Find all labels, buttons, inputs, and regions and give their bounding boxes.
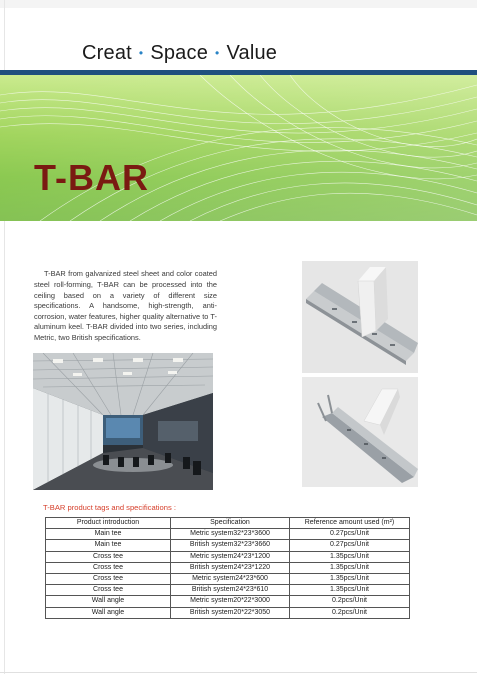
table-title: T-BAR product tags and specifications : xyxy=(43,503,176,512)
table-row xyxy=(46,540,410,551)
spec-cell: Metric system24*23*1200 xyxy=(171,551,290,562)
top-strip xyxy=(0,0,477,8)
product-cell: Cross tee xyxy=(46,551,171,562)
product-cell: Main tee xyxy=(46,540,171,551)
table-row xyxy=(46,562,410,573)
intro-paragraph: T-BAR from galvanized steel sheet and color coated steel roll-forming, T-BAR can be processed into the ceiling based on a variety of different size specifications. A handsome, high-strength, anti-corrosion, water features, higher quality alternative to T-aluminum keel. T-BAR divided into two series, including Metric, two British specifications. xyxy=(34,269,217,342)
slogan-word: Space xyxy=(150,42,209,64)
office-ceiling-photo xyxy=(33,353,213,490)
table-row xyxy=(46,596,410,607)
spec-table xyxy=(45,517,410,619)
table-row xyxy=(46,573,410,584)
page-bottom-rule xyxy=(0,672,477,673)
amount-cell: 1.35pcs/Unit xyxy=(290,573,410,584)
amount-cell: 1.35pcs/Unit xyxy=(290,551,410,562)
wave-lines-graphic xyxy=(0,75,477,221)
amount-cell: 0.2pcs/Unit xyxy=(290,607,410,618)
spec-cell: Metric system24*23*600 xyxy=(171,573,290,584)
table-row xyxy=(46,585,410,596)
spec-cell: British system32*23*3660 xyxy=(171,540,290,551)
table-row xyxy=(46,551,410,562)
slogan-dot: • xyxy=(215,46,220,60)
spec-cell: Metric system20*22*3000 xyxy=(171,596,290,607)
amount-cell: 1.35pcs/Unit xyxy=(290,585,410,596)
green-banner xyxy=(0,75,477,221)
spec-cell: Metric system32*23*3600 xyxy=(171,529,290,540)
product-cell: Cross tee xyxy=(46,562,171,573)
amount-cell: 1.35pcs/Unit xyxy=(290,562,410,573)
column-header: Reference amount used (m²) xyxy=(290,518,410,529)
product-cell: Main tee xyxy=(46,529,171,540)
spec-cell: British system24*23*610 xyxy=(171,585,290,596)
table-header-row xyxy=(46,518,410,529)
product-cell: Cross tee xyxy=(46,573,171,584)
t-bar-profile-photo xyxy=(302,261,418,373)
product-cell: Wall angle xyxy=(46,607,171,618)
t-bar-connector-photo xyxy=(302,377,418,487)
amount-cell: 0.27pcs/Unit xyxy=(290,529,410,540)
product-cell: Cross tee xyxy=(46,585,171,596)
column-header: Product introduction xyxy=(46,518,171,529)
slogan-word: Value xyxy=(226,42,278,64)
table-row xyxy=(46,529,410,540)
slogan-word: Creat xyxy=(82,42,132,64)
slogan xyxy=(82,42,277,65)
amount-cell: 0.27pcs/Unit xyxy=(290,540,410,551)
spec-cell: British system24*23*1220 xyxy=(171,562,290,573)
slogan-dot: • xyxy=(138,46,144,60)
table-row xyxy=(46,607,410,618)
amount-cell: 0.2pcs/Unit xyxy=(290,596,410,607)
product-cell: Wall angle xyxy=(46,596,171,607)
column-header: Specification xyxy=(171,518,290,529)
page-title: T-BAR xyxy=(34,157,149,198)
spec-cell: British system20*22*3050 xyxy=(171,607,290,618)
